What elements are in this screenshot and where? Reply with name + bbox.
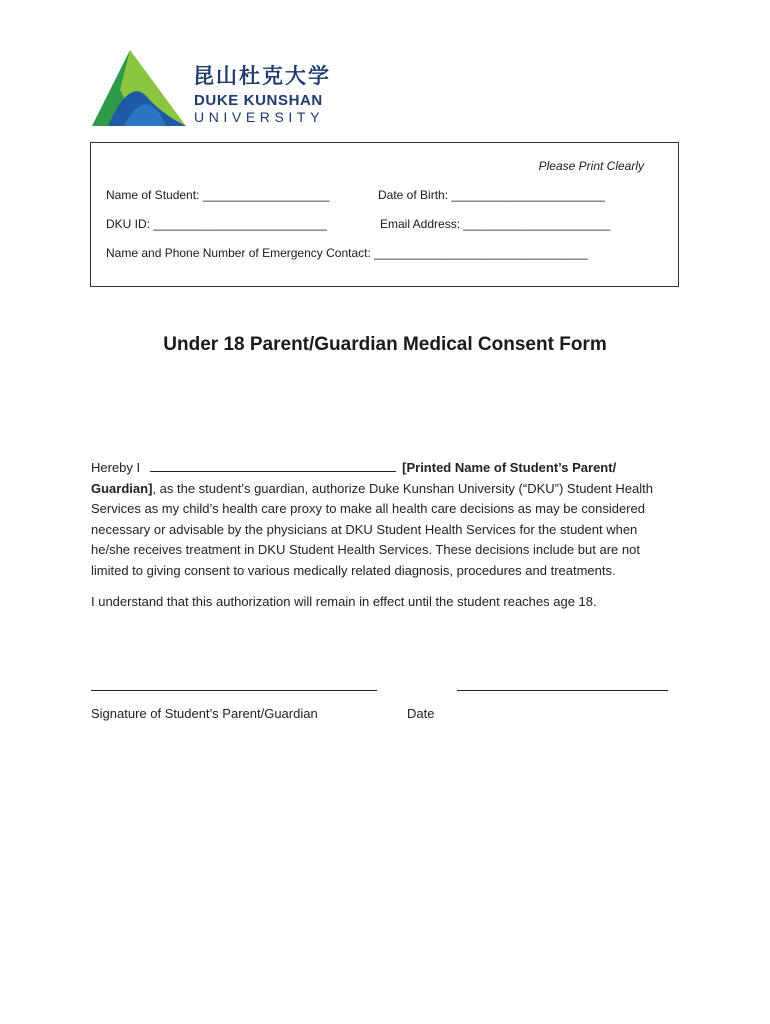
consent-paragraph-1-rest: , as the student’s guardian, authorize Duke Kunshan University (“DKU”) Student Health Services as my child’s health care proxy to make all health care decisions as may be considered necessary or advisable by the physicians at DKU Student Health Services for the student when he/she receives treatment in DKU Student Health Services. These decisions include but are not limited to giving consent to various medically related diagnosis, procedures and treatments.	[91, 480, 653, 578]
logo-english-line1: DUKE KUNSHAN	[194, 92, 323, 109]
printed-name-blank[interactable]	[150, 459, 396, 472]
printed-name-label: [Printed Name of Student’s Parent/ Guardian]	[91, 460, 617, 496]
hereby-text: Hereby I	[91, 460, 141, 475]
signature-label: Signature of Student’s Parent/Guardian	[91, 706, 318, 721]
signature-line[interactable]	[91, 689, 377, 691]
date-line[interactable]	[457, 689, 668, 691]
date-label: Date	[407, 706, 435, 721]
university-logo	[90, 46, 350, 128]
form-title: Under 18 Parent/Guardian Medical Consent Form	[163, 334, 607, 355]
consent-body	[91, 458, 676, 612]
logo-mark-icon	[90, 46, 188, 128]
logo-chinese-name: 昆山杜克大学	[193, 64, 331, 88]
consent-paragraph-2: I understand that this authorization will remain in effect until the student reaches age 18.	[91, 593, 597, 609]
date-of-birth-field[interactable]: Date of Birth: _______________________	[378, 188, 605, 202]
logo-english-line2: UNIVERSITY	[194, 109, 325, 125]
email-address-field[interactable]: Email Address: ______________________	[380, 217, 611, 231]
consent-paragraph-1	[91, 458, 676, 582]
print-clearly-instruction: Please Print Clearly	[538, 159, 644, 173]
dku-id-field[interactable]: DKU ID: __________________________	[106, 217, 327, 231]
name-of-student-field[interactable]: Name of Student: ___________________	[106, 188, 330, 202]
emergency-contact-field[interactable]: Name and Phone Number of Emergency Contact: ________________________________	[106, 246, 588, 260]
student-info-box	[90, 142, 679, 287]
